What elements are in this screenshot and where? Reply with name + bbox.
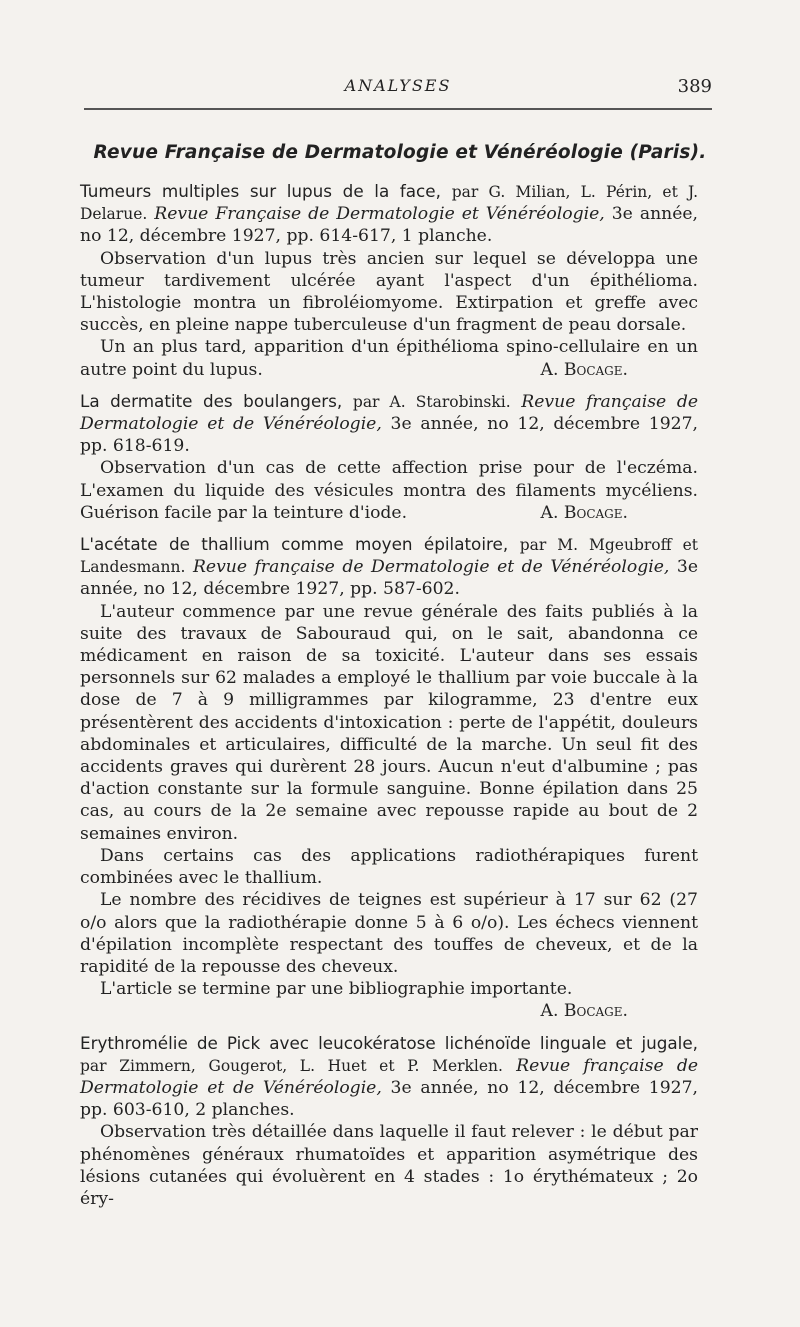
paragraph-text: Un an plus tard, apparition d'un épithélioma spino-cellulaire en un autre point du lupus. [80,337,698,380]
entry-journal: Revue française de Dermatologie et de Vénéréologie, [80,391,699,435]
signature: A. Bocage. [540,502,628,523]
paragraph-text: Observation d'un cas de cette affection prise pour de l'eczéma. L'examen du liquide des vésicules montra des filaments mycéliens. Guérison facile par la teinture d'iode. [80,458,698,523]
entry-details: 3e année, no 12, décembre 1927, pp. 603-610, 2 planches. [80,1077,699,1121]
entry-journal: Revue française de Dermatologie et de Vénéréologie, [192,557,670,578]
article-content [80,180,698,1219]
abstract-entry [80,180,698,381]
header-rule [84,108,712,110]
entry-authors: par A. Starobinski. [352,392,511,411]
abstract-entry [80,1032,698,1211]
entry-details: 3e année, no 12, décembre 1927, pp. 614-617, 1 planche. [80,204,699,247]
entry-title: La dermatite des boulangers, [80,390,343,411]
page-number: 389 [677,76,712,97]
entry-title: L'acétate de thallium comme moyen épilatoire, [80,534,509,555]
signature: A. Bocage. [540,1001,628,1022]
entry-body [80,248,698,381]
paragraph [80,336,698,380]
entry-title: Tumeurs multiples sur lupus de la face, [80,181,441,201]
page-header [84,74,712,100]
entry-body [80,457,698,524]
paragraph: Le nombre des récidives de teignes est supérieur à 17 sur 62 (27 o/o alors que la radiothérapie donne 5 à 6 o/o). Les échecs viennent d'épilation incomplète respectant des touffes de cheveux, et de la rapidité de la repousse des cheveux. [80,890,698,977]
entry-details: 3e année, no 12, décembre 1927, pp. 618-619. [80,414,699,457]
entry-authors: par G. Milian, L. Périn, et J. Delarue. [80,183,698,224]
entry-title: Erythromélie de Pick avec leucokératose lichénoïde linguale et jugale, [80,1032,698,1053]
entry-journal: Revue française de Dermatologie et de Vénéréologie, [80,1055,698,1098]
entry-heading [80,1032,698,1122]
entry-heading [80,390,698,458]
paragraph: L'auteur commence par une revue générale des faits publiés à la suite des travaux de Sabouraud qui, on le sait, abandonna ce médicament en raison de sa toxicité. L'auteur dans ses essais personnels sur 62 malades a employé le thallium par voie buccale à la dose de 7 à 9 milligrammes par kilogramme, 23 d'entre eux présentèrent des accidents d'intoxication : perte de l'appétit, douleurs abdominales et articulaires, difficulté de la marche. Un seul fit des accidents graves qui durèrent 28 jours. Aucun n'eut d'albumine ; pas d'action constante sur la formule sanguine. Bonne épilation dans 25 cas, au cours de la 2e semaine avec repousse rapide au bout de 2 semaines environ. [80,601,698,844]
entry-heading [80,533,698,601]
entry-body [80,1121,698,1210]
entry-body [80,601,698,1023]
paragraph: Dans certains cas des applications radiothérapiques furent combinées avec le thallium. [80,845,698,889]
paragraph: L'article se termine par une bibliographie importante. [100,979,573,1000]
entry-authors: par M. Mgeubroff et Landesmann. [80,536,698,577]
paragraph [80,457,698,524]
journal-title: Revue Française de Dermatologie et Vénéréologie (Paris). [93,142,707,163]
entry-details: 3e année, no 12, décembre 1927, pp. 587-602. [80,557,699,600]
signature: A. Bocage. [540,359,628,380]
entry-journal: Revue Française de Dermatologie et Vénéréologie, [154,204,605,225]
running-head: ANALYSES [344,76,452,95]
paragraph: Observation d'un lupus très ancien sur lequel se développa une tumeur tardivement ulcérée ayant l'aspect d'un épithélioma. L'histologie montra un fibroléiomyome. Extirpation et greffe avec succès, en pleine nappe tuberculeuse d'un fragment de peau dorsale. [80,248,698,336]
entry-heading [80,180,698,248]
entry-authors: par Zimmern, Gougerot, L. Huet et P. Merklen. [80,1056,503,1075]
abstract-entry [80,533,698,1022]
abstract-entry [80,390,698,524]
paragraph: Observation très détaillée dans laquelle il faut relever : le début par phénomènes généraux rhumatoïdes et apparition asymétrique des lésions cutanées qui évoluèrent en 4 stades : 1o érythémateux ; 2o éry- [80,1122,698,1209]
